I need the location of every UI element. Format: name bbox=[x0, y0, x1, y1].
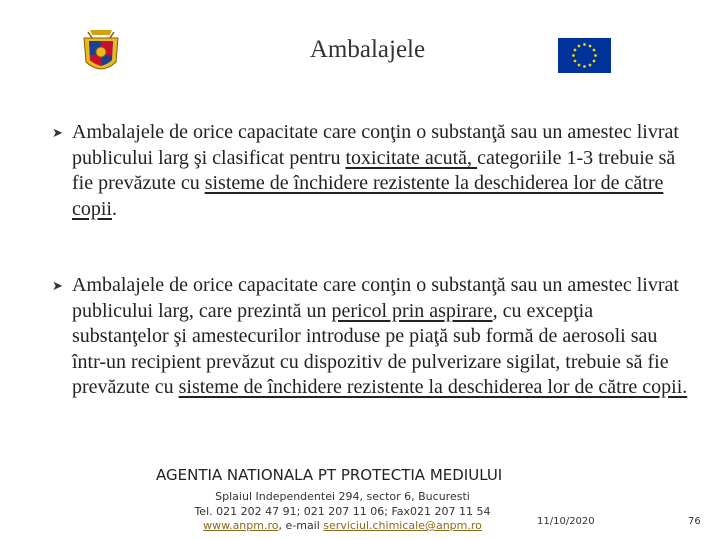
footer-contact bbox=[150, 519, 535, 532]
eu-star-icon bbox=[578, 45, 581, 48]
underlined-term: pericol prin aspirare bbox=[331, 299, 493, 322]
text-segment: , cu excepţia substanţelor şi amestecurilor introduse pe piaţă sub formă de aerosoli sau într-un recipient prevăzut cu dispozitiv de pulverizare sigilat, trebuie să fie prevăzute cu bbox=[72, 299, 669, 399]
underlined-term: toxicitate acută, bbox=[345, 146, 478, 169]
bullet-child-resistant-aspiration bbox=[52, 273, 692, 401]
slide-date: 11/10/2020 bbox=[537, 516, 595, 527]
footer-address: Splaiul Independentei 294, sector 6, Bucuresti bbox=[215, 490, 470, 503]
text-segment: Ambalajele de orice capacitate care conţin o substanţă sau un amestec livrat publicului larg, care prezintă un bbox=[72, 274, 679, 322]
page-number: 76 bbox=[688, 516, 701, 527]
bullet-text bbox=[72, 273, 692, 401]
eu-star-icon bbox=[583, 43, 586, 46]
website-link[interactable]: www.anpm.ro bbox=[203, 519, 279, 532]
text-segment: categoriile 1-3 trebuie să fie prevăzute cu bbox=[72, 146, 676, 195]
eu-star-icon bbox=[594, 54, 597, 57]
arrow-bullet-icon: ➤ bbox=[52, 278, 63, 293]
page-title: Ambalajele bbox=[309, 36, 426, 63]
email-label: , e-mail bbox=[278, 519, 324, 532]
bullet-child-resistant-toxicity bbox=[52, 120, 692, 222]
eu-star-icon bbox=[572, 54, 575, 57]
underlined-term: sisteme de închidere rezistente la deschiderea lor de către copii. bbox=[178, 376, 688, 399]
eu-star-icon bbox=[593, 49, 596, 52]
eu-star-icon bbox=[593, 60, 596, 63]
eu-star-icon bbox=[589, 64, 592, 67]
text-segment: Ambalajele de orice capacitate care conţin o substanţă sau un amestec livrat publicului larg şi clasificat pentru bbox=[72, 121, 679, 169]
eu-flag-icon bbox=[558, 38, 611, 73]
footer-agency-name: AGENTIA NATIONALA PT PROTECTIA MEDIULUI bbox=[156, 466, 503, 484]
text-segment: . bbox=[112, 197, 117, 220]
eu-star-icon bbox=[578, 64, 581, 67]
arrow-bullet-icon: ➤ bbox=[52, 125, 63, 140]
footer-phones: Tel. 021 202 47 91; 021 207 11 06; Fax021 207 11 54 bbox=[194, 505, 491, 518]
eu-star-icon bbox=[589, 45, 592, 48]
eu-star-icon bbox=[574, 60, 577, 63]
underlined-term: sisteme de închidere rezistente la deschiderea lor de către copii bbox=[72, 172, 664, 220]
eu-star-icon bbox=[574, 49, 577, 52]
bullet-text bbox=[72, 120, 692, 222]
email-link[interactable]: serviciul.chimicale@anpm.ro bbox=[323, 519, 482, 532]
eu-star-icon bbox=[583, 65, 586, 68]
romania-coat-of-arms-icon bbox=[80, 28, 122, 78]
